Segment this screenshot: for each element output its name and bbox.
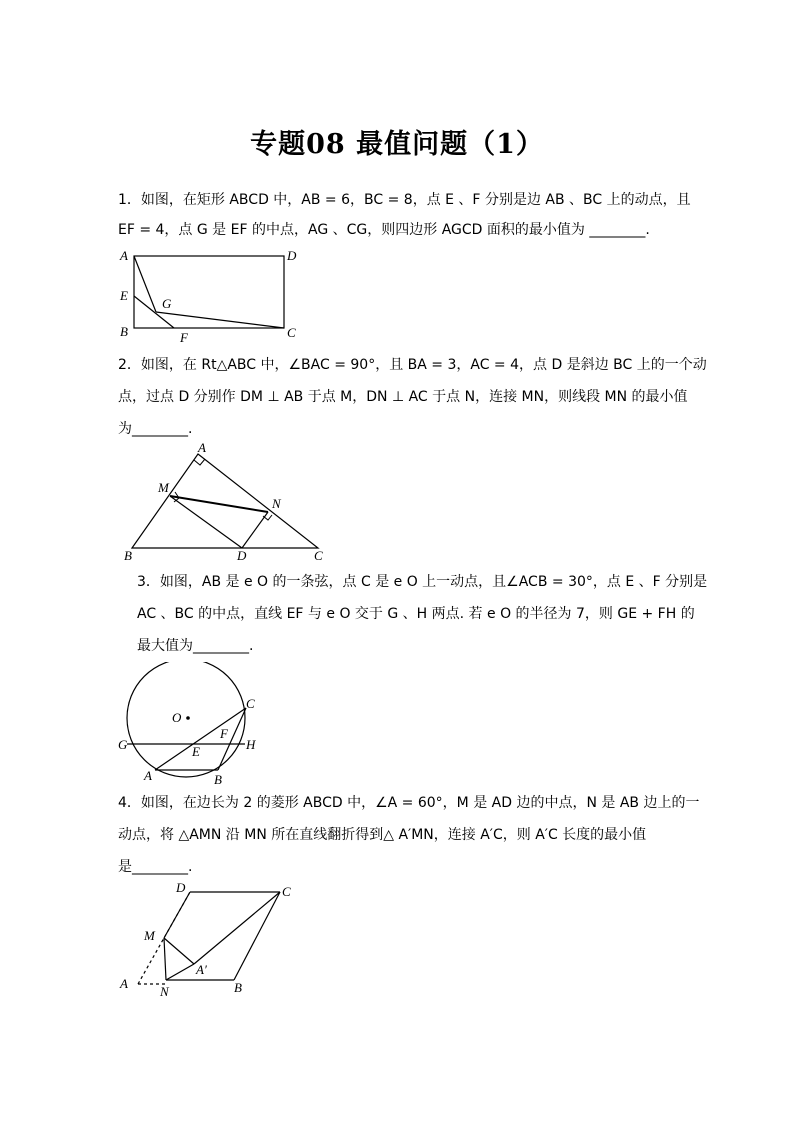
q4-segment-cb xyxy=(234,892,280,980)
q4-segment-a1c xyxy=(194,892,280,964)
q2-segment-dm xyxy=(170,496,242,548)
q4-line-2: 动点，将 △AMN 沿 MN 所在直线翻折得到△ A′MN，连接 A′C，则 A′C 长度的最小值 xyxy=(118,827,647,843)
q4-label-a-prime: A′ xyxy=(196,962,207,977)
q1-label-a: A xyxy=(120,248,128,263)
q3-label-o: O xyxy=(172,710,182,725)
q4-label-n: N xyxy=(160,984,169,999)
q3-circle-o xyxy=(127,662,245,777)
q1-line-2: EF = 4，点 G 是 EF 的中点，AG 、CG，则四边形 AGCD 面积的最小值为 ________. xyxy=(118,222,650,238)
q3-center-dot xyxy=(186,716,190,720)
q2-segment-mn xyxy=(170,496,268,512)
q3-label-a: A xyxy=(144,768,152,783)
q1-segment-ag xyxy=(134,256,156,312)
q3-label-e: E xyxy=(192,744,200,759)
q2-label-d: D xyxy=(237,548,247,563)
q1-figure xyxy=(110,244,310,344)
q2-label-a: A xyxy=(198,440,206,455)
q2-label-m: M xyxy=(158,480,169,495)
q3-line-2: AC 、BC 的中点，直线 EF 与 e O 交于 G 、H 两点. 若 e O 的半径为 7，则 GE + FH 的 xyxy=(137,606,695,622)
q1-segment-gc xyxy=(156,312,284,328)
q1-line-1: 1．如图，在矩形 ABCD 中，AB = 6，BC = 8，点 E 、F 分别是边 AB 、BC 上的动点，且 xyxy=(118,192,691,208)
q1-label-c: C xyxy=(287,325,296,340)
q4-segment-na1 xyxy=(166,964,194,980)
q4-segment-md xyxy=(164,892,190,938)
q3-label-g: G xyxy=(118,737,128,752)
q4-label-a: A xyxy=(120,976,128,991)
q2-right-angle-a xyxy=(194,459,205,465)
q1-label-e: E xyxy=(120,288,128,303)
q1-label-b: B xyxy=(120,324,128,339)
q4-figure xyxy=(114,876,304,1000)
q2-line-3: 为________. xyxy=(118,421,193,437)
q3-label-h: H xyxy=(246,737,256,752)
page-title: 专题08 最值问题（1） xyxy=(250,129,544,160)
q3-label-c: C xyxy=(246,696,255,711)
q4-label-b: B xyxy=(234,980,242,995)
q1-label-g: G xyxy=(162,296,172,311)
q2-right-angle-n xyxy=(263,515,272,520)
q3-line-1: 3．如图，AB 是 e O 的一条弦，点 C 是 e O 上一动点，且∠ACB = 30°，点 E 、F 分别是 xyxy=(137,574,708,590)
q4-label-c: C xyxy=(282,884,291,899)
q4-segment-ma1 xyxy=(164,938,194,964)
q2-figure xyxy=(118,440,338,565)
q1-label-d: D xyxy=(287,248,297,263)
q2-label-b: B xyxy=(124,548,132,563)
q1-rectangle xyxy=(134,256,284,328)
q4-label-d: D xyxy=(176,880,186,895)
q4-segment-mn xyxy=(164,938,166,980)
q2-label-c: C xyxy=(314,548,323,563)
q4-line-3: 是________. xyxy=(118,859,193,875)
q3-figure xyxy=(112,662,272,788)
q3-line-3: 最大值为________. xyxy=(137,638,254,654)
q4-line-1: 4．如图，在边长为 2 的菱形 ABCD 中，∠A = 60°，M 是 AD 边的中点，N 是 AB 边上的一 xyxy=(118,795,700,811)
q2-line-1: 2．如图，在 Rt△ABC 中，∠BAC = 90°，且 BA = 3，AC = 4，点 D 是斜边 BC 上的一个动 xyxy=(118,357,707,373)
q2-triangle-abc xyxy=(132,454,318,548)
q2-label-n: N xyxy=(272,496,281,511)
q3-label-f: F xyxy=(220,726,228,741)
q4-label-m: M xyxy=(144,928,155,943)
q1-label-f: F xyxy=(180,330,188,344)
q3-label-b: B xyxy=(214,772,222,787)
q2-line-2: 点，过点 D 分别作 DM ⊥ AB 于点 M，DN ⊥ AC 于点 N，连接 MN，则线段 MN 的最小值 xyxy=(118,389,688,405)
